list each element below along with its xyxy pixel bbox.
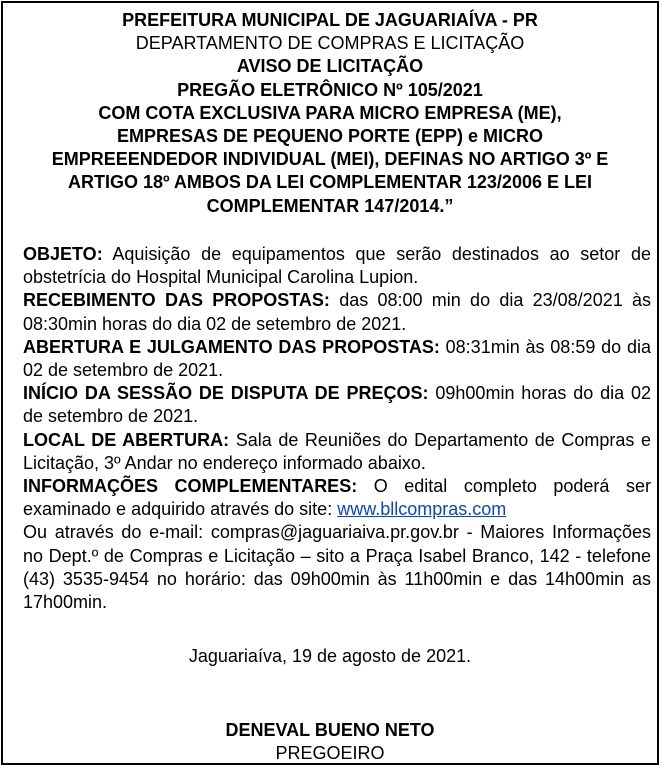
- quota-line-5: COMPLEMENTAR 147/2014.”: [206, 195, 454, 216]
- quota-line-4: ARTIGO 18º AMBOS DA LEI COMPLEMENTAR 123/2006 E LEI: [67, 172, 592, 193]
- informacoes-text: O edital completo poderá ser examinado e adquirido através do site:: [23, 476, 651, 520]
- signer-name: DENEVAL BUENO NETO: [225, 720, 435, 740]
- notice-frame: [1, 1, 659, 765]
- local-text: Sala de Reuniões do Departamento de Compras e Licitação, 3º Andar no endereço informado abaixo.: [23, 429, 651, 473]
- inicio-text: 09h00min horas do dia 02 de setembro de 2021.: [23, 383, 651, 427]
- abertura-text: 08:31min às 08:59 do dia 02 de setembro de 2021.: [23, 336, 651, 381]
- signer-role: PREGOEIRO: [275, 743, 385, 764]
- quota-line-2: EMPRESAS DE PEQUENO PORTE (EPP) e MICRO: [116, 126, 544, 147]
- local-paragraph: [23, 429, 651, 475]
- quota-line-1: COM COTA EXCLUSIVA PARA MICRO EMPRESA (ME),: [98, 102, 562, 123]
- date-line: Jaguariaíva, 19 de agosto de 2021.: [188, 646, 472, 666]
- contato-paragraph: Ou através do e-mail: compras@jaguariaiva.pr.gov.br - Maiores Informações no Dept.º de Compras e Licitação – sito a Praça Isabel Branco, 142 - telefone (43) 3535-9454 no horário: das 09h00min às 11h00min e das 14h00min as 17h00min.: [23, 522, 651, 613]
- municipality-title: PREFEITURA MUNICIPAL DE JAGUARIAÍVA - PR: [122, 10, 538, 30]
- objeto-label: OBJETO:: [23, 244, 103, 264]
- informacoes-paragraph: [23, 475, 651, 521]
- notice-body: [23, 243, 651, 614]
- quota-line-3: EMPREEENDEDOR INDIVIDUAL (MEI), DEFINAS NO ARTIGO 3º E: [51, 149, 609, 170]
- recebimento-label: RECEBIMENTO DAS PROPOSTAS:: [23, 290, 330, 311]
- abertura-paragraph: [23, 336, 651, 382]
- department-title: DEPARTAMENTO DE COMPRAS E LICITAÇÃO: [135, 33, 525, 54]
- inicio-label: INÍCIO DA SESSÃO DE DISPUTA DE PREÇOS:: [23, 383, 429, 404]
- local-label: LOCAL DE ABERTURA:: [23, 429, 230, 450]
- bllcompras-link[interactable]: www.bllcompras.com: [337, 499, 507, 520]
- signature-block: [3, 719, 657, 765]
- informacoes-label: INFORMAÇÕES COMPLEMENTARES:: [23, 476, 358, 497]
- objeto-paragraph: [23, 243, 651, 289]
- auction-number: PREGÃO ELETRÔNICO Nº 105/2021: [177, 79, 483, 100]
- abertura-label: ABERTURA E JULGAMENTO DAS PROPOSTAS:: [23, 336, 440, 357]
- notice-title: AVISO DE LICITAÇÃO: [236, 56, 424, 77]
- recebimento-paragraph: [23, 289, 651, 335]
- inicio-paragraph: [23, 382, 651, 428]
- notice-header: [11, 9, 649, 218]
- objeto-text: Aquisição de equipamentos que serão destinados ao setor de obstetrícia do Hospital Municipal Carolina Lupion.: [23, 244, 651, 288]
- recebimento-text: das 08:00 min do dia 23/08/2021 às 08:30min horas do dia 02 de setembro de 2021.: [23, 290, 651, 334]
